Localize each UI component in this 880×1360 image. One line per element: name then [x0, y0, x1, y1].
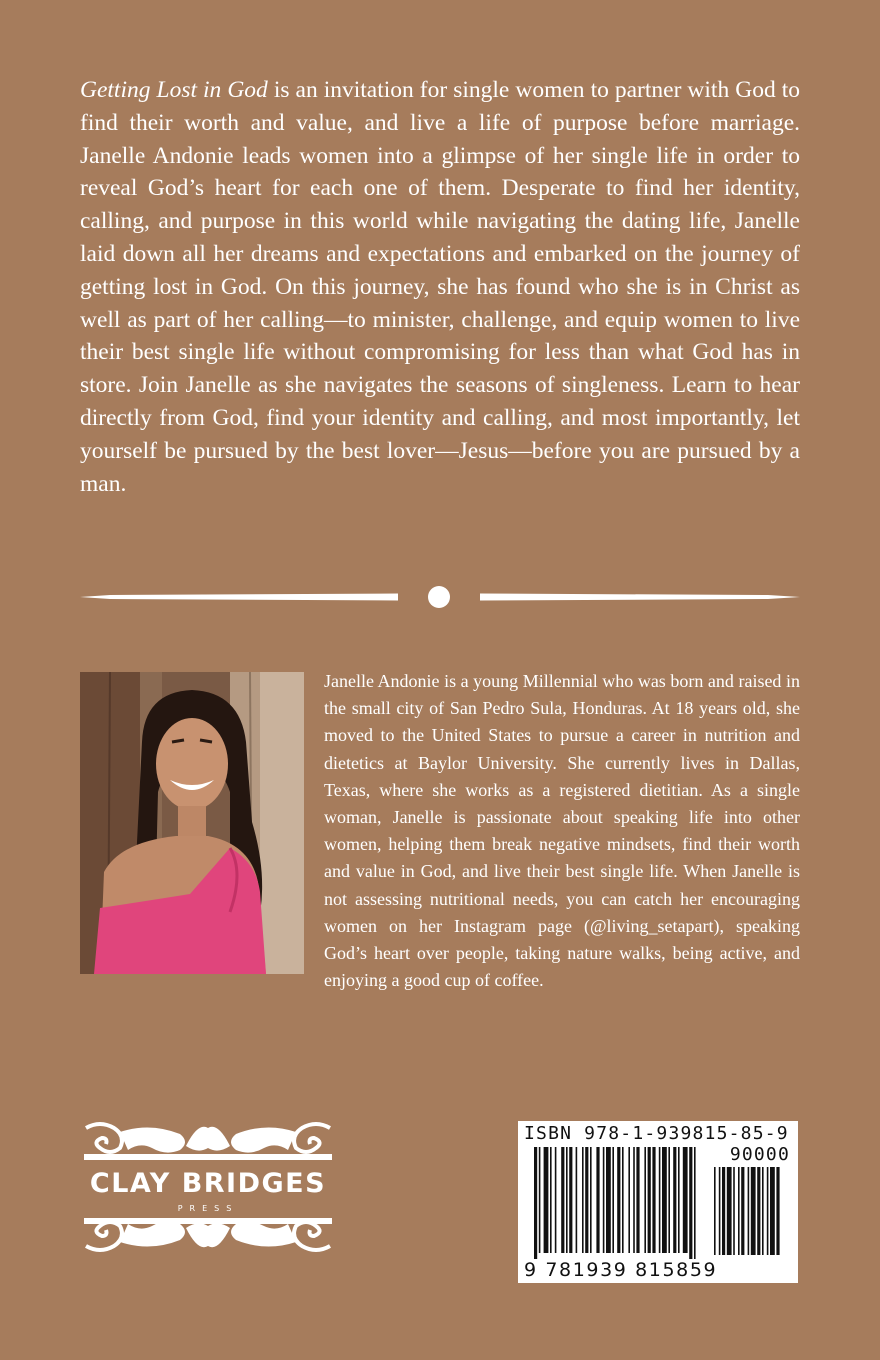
- author-photo: [80, 672, 304, 974]
- isbn-barcode: [518, 1121, 798, 1283]
- isbn-label: ISBN 978-1-939815-85-9: [524, 1123, 789, 1144]
- divider-left-line: [80, 594, 398, 601]
- barcode-bar: [633, 1147, 635, 1253]
- barcode-bar: [582, 1147, 584, 1253]
- barcode-bar: [644, 1147, 646, 1253]
- divider-right-line: [480, 594, 800, 601]
- barcode-bar: [544, 1147, 549, 1253]
- author-bio: Janelle Andonie is a young Millennial who was born and raised in the small city of San Pedro Sula, Honduras. At 18 years old, she moved to the United States to pursue a career in nutrition and dietetics at Baylor University. She currently lives in Dallas, Texas, where she works as a registered dietitian. As a single woman, Janelle is passionate about speaking life into other women, helping them break negative mindsets, find their worth and value in God, and live their best single life. When Janelle is not assessing nutritional needs, you can catch her encouraging women on her Instagram page (@living_setapart), speaking God’s heart over people, taking nature walks, being active, and enjoying a good cup of coffee.: [324, 671, 800, 991]
- barcode-addon-bar: [727, 1167, 732, 1255]
- barcode-addon-number: 90000: [729, 1144, 790, 1165]
- barcode-bar: [683, 1147, 688, 1253]
- barcode-bar: [636, 1147, 639, 1253]
- book-blurb: [80, 74, 800, 500]
- author-section: [80, 668, 800, 994]
- ornamental-divider: [80, 582, 800, 612]
- barcode-addon-bar: [738, 1167, 740, 1255]
- barcode-bar: [539, 1147, 541, 1253]
- barcode-bar: [628, 1147, 630, 1253]
- barcode-addon-bar: [722, 1167, 725, 1255]
- barcode-bar: [576, 1147, 578, 1253]
- barcode-bar: [569, 1147, 572, 1253]
- barcode-bar: [606, 1147, 611, 1253]
- barcode-bar: [612, 1147, 614, 1253]
- barcode-bar: [652, 1147, 655, 1253]
- barcode-bar: [659, 1147, 661, 1253]
- barcode-bar: [694, 1147, 696, 1259]
- barcode-addon-bar: [748, 1167, 750, 1255]
- barcode-bar: [678, 1147, 680, 1253]
- barcode-bar: [585, 1147, 588, 1253]
- barcode-addon-bar: [719, 1167, 721, 1255]
- barcode-bar: [622, 1147, 624, 1253]
- barcode-bar: [603, 1147, 605, 1253]
- divider-dot: [428, 586, 450, 608]
- barcode-addon-bar: [751, 1167, 756, 1255]
- publisher-name: CLAY BRIDGES: [89, 1168, 327, 1199]
- barcode-bar: [590, 1147, 592, 1253]
- barcode-bar: [662, 1147, 667, 1253]
- publisher-logo: [80, 1120, 336, 1254]
- barcode-addon-bar: [770, 1167, 775, 1255]
- publisher-sub: PRESS: [177, 1204, 239, 1213]
- barcode-bar: [673, 1147, 676, 1253]
- barcode-bar: [534, 1147, 537, 1259]
- barcode-bar: [550, 1147, 552, 1253]
- barcode-addon-bar: [767, 1167, 769, 1255]
- barcode-addon-bar: [757, 1167, 760, 1255]
- barcode-bar: [566, 1147, 568, 1253]
- book-title: Getting Lost in God: [80, 77, 268, 103]
- barcode-bar: [596, 1147, 599, 1253]
- barcode-bar: [617, 1147, 620, 1253]
- barcode-bar: [561, 1147, 564, 1253]
- barcode-digits: 9 781939 815859: [524, 1259, 718, 1281]
- blurb-text: is an invitation for single women to partner with God to find their worth and value, and live a life of purpose before marriage. Janelle Andonie leads women into a glimpse of her single life in order to reveal God’s heart for each one of them. Desperate to find her identity, calling, and purpose in this world while navigating the dating life, Janelle laid down all her dreams and expectations and embarked on the journey of getting lost in God. On this journey, she has found who she is in Christ as well as part of her calling—to minister, challenge, and equip women to live their best single life without compromising for less than what God has in store. Join Janelle as she navigates the seasons of singleness. Learn to hear directly from God, find your identity and calling, and most importantly, let yourself be pursued by the best lover—Jesus—before you are pursued by a man.: [80, 77, 801, 497]
- barcode-addon-bar: [762, 1167, 764, 1255]
- barcode-bar: [648, 1147, 651, 1253]
- barcode-addon-bar: [733, 1167, 735, 1255]
- barcode-bar: [668, 1147, 670, 1253]
- barcode-addon-bar: [741, 1167, 744, 1255]
- barcode-addon-bar: [776, 1167, 779, 1255]
- barcode-bar: [555, 1147, 557, 1253]
- barcode-bar: [689, 1147, 692, 1259]
- barcode-addon-bar: [714, 1167, 716, 1255]
